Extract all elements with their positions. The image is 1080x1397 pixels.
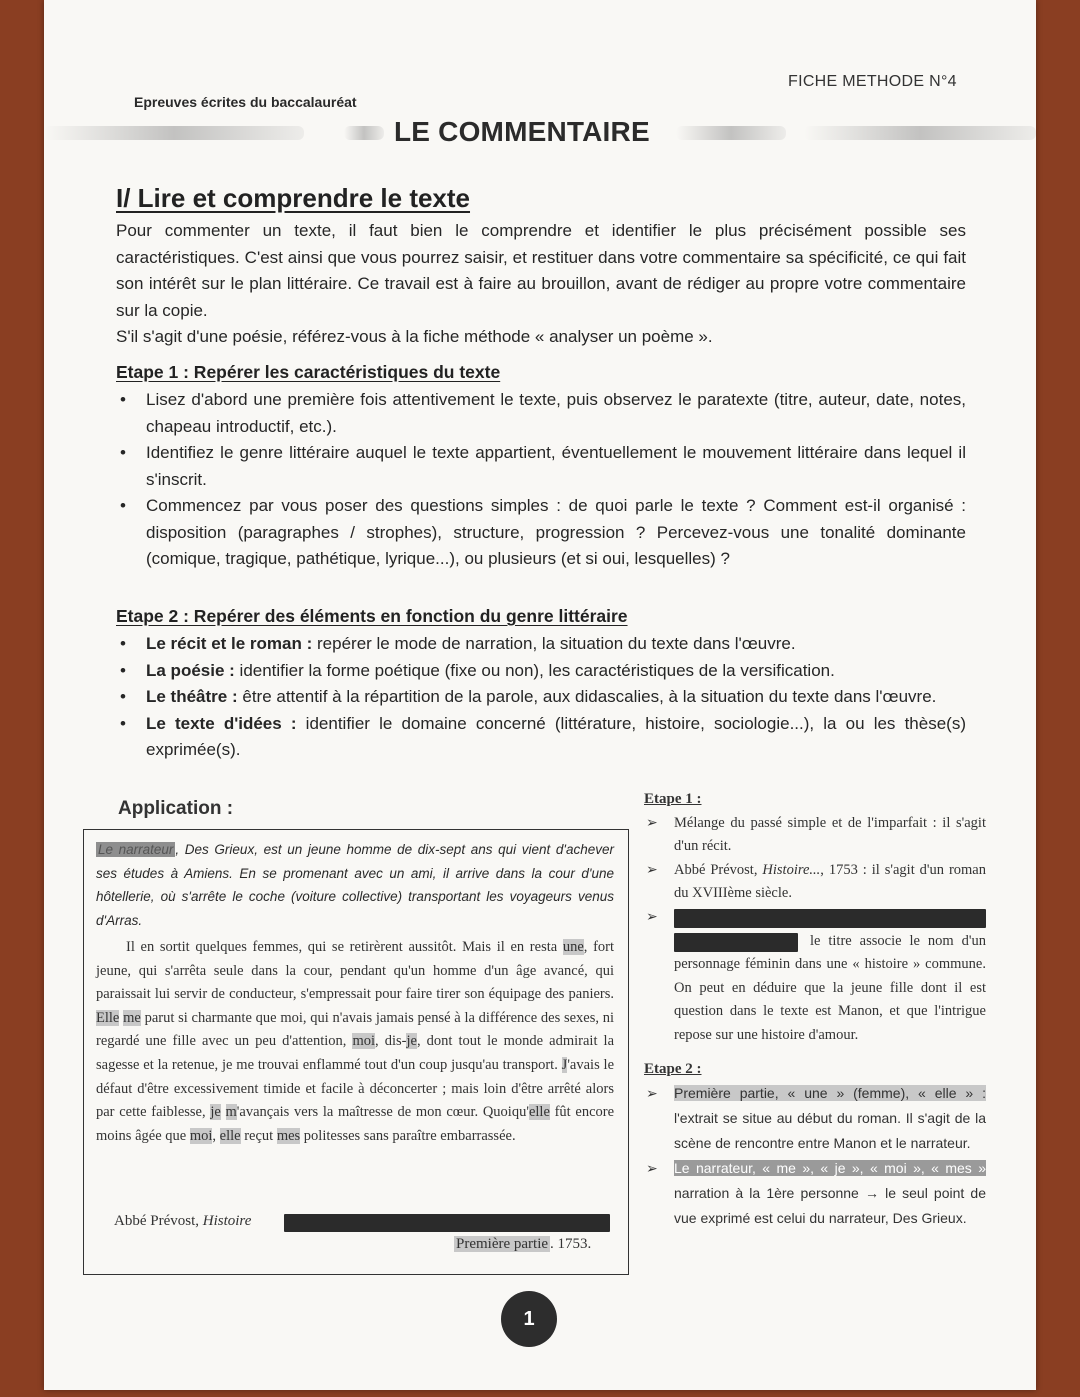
document-page <box>44 0 1036 1390</box>
exam-label: Epreuves écrites du baccalauréat <box>134 94 357 110</box>
title-row <box>44 112 1036 152</box>
excerpt-intro: Le narrateur , Des Grieux, est un jeune homme de dix-sept ans qui vient d'achever ses études à Amiens. En se promenant avec un ami, il arrive dans la cour d'une hôtellerie, où s'arrête le coche (voiture collective) transportant les voyageurs venus d'Arras. <box>96 842 614 928</box>
list-item: • Commencez par vous poser des questions simples : de quoi parle le texte ? Comment est-il organisé : disposition (paragraphes / strophes), structure, progression ? Percevez-vous une tonalité dominante (comique, tragique, pathétique, lyrique...), ou plusieurs (et si oui, lesquelles) ? <box>120 496 966 568</box>
sheet-label: FICHE METHODE N°4 <box>788 73 957 90</box>
etape2-title: Etape 2 : Repérer des éléments en fonction du genre littéraire <box>116 606 628 626</box>
list-item: • Le récit et le roman : repérer le mode de narration, la situation du texte dans l'œuvre. <box>120 634 796 653</box>
list-item: • Identifiez le genre littéraire auquel le texte appartient, éventuellement le mouvement littéraire dans lequel il s'inscrit. <box>120 443 966 489</box>
excerpt-text: Il en sortit quelques femmes, qui se retirèrent aussitôt. Mais il en resta une, fort jeune, qui s'arrêta seule dans la cour, pendant qu'un homme d'un âge avancé, qui paraissait lui servir de conducteur, s'empressait pour faire tirer son équipage des paniers. Elle me parut si charmante que moi, qui n'avais jamais pensé à la différence des sexes, ni regardé une fille avec un peu d'attention, moi, dis-je, dont tout le monde admirait la sagesse et la retenue, je me trouvai enflammé tout d'un coup jusqu'au transport. J'avais le défaut d'être excessivement timide et facile à déconcerter ; mais loin d'être arrêté alors par cette faiblesse, je m'avançais vers la maîtresse de mon cœur. Quoiqu'elle fût encore moins âgée que moi, elle reçut mes politesses sans paraître embarrassée. <box>96 939 615 1144</box>
intro-paragraph: Pour commenter un texte, il faut bien le comprendre et identifier le plus précisément possible ses caractéristiques. C'est ainsi que vous pourrez saisir, et restituer dans votre commentaire sa spécificité, ce qui fait son intérêt sur le plan littéraire. Ce travail est à faire au brouillon, avant de rédiger au propre votre commentaire sur la copie. <box>116 221 966 320</box>
faded-text-left <box>44 126 304 140</box>
faded-text-right <box>676 126 786 140</box>
arrow-icon: ➢ <box>646 1085 658 1102</box>
excerpt-source: Abbé Prévost, Histoire <box>114 1213 252 1229</box>
section-title: I/ Lire et comprendre le texte <box>116 183 471 213</box>
analysis-column <box>644 788 986 1231</box>
list-item: • Lisez d'abord une première fois attentivement le texte, puis observez le paratexte (titre, auteur, date, notes, chapeau introductif, etc.). <box>120 390 966 436</box>
arrow-icon: ➢ <box>646 1160 658 1177</box>
faded-text-mark <box>344 126 384 140</box>
etape2-label: Etape 2 : <box>644 1060 702 1077</box>
arrow-icon: ➢ <box>646 815 658 831</box>
list-item: • La poésie : identifier la forme poétique (fixe ou non), les caractéristiques de la versification. <box>120 660 835 680</box>
list-item: • Le texte d'idées : identifier le domaine concerné (littérature, histoire, sociologie...), la ou les thèse(s) exprimée(s). <box>120 713 966 759</box>
main-title: LE COMMENTAIRE <box>394 116 650 147</box>
list-item: • Le théâtre : être attentif à la répartition de la parole, aux didascalies, à la situation du texte dans l'œuvre. <box>120 687 937 706</box>
redaction-bar <box>674 909 986 928</box>
page-number: 1 <box>501 1291 557 1347</box>
etape1-title: Etape 1 : Repérer les caractéristiques du texte <box>116 362 501 382</box>
list-item: ➢ Le narrateur, « me », « je », « moi », « mes » narration à la 1ère personne → le seul point de vue exprimé est celui du narrateur, Des Grieux. <box>644 1156 986 1231</box>
arrow-icon: ➢ <box>646 862 658 878</box>
excerpt-box <box>83 829 629 1275</box>
list-item: ➢ Mélange du passé simple et de l'imparfait : il s'agit d'un récit. <box>644 812 986 859</box>
etape1-list <box>116 387 966 573</box>
list-item: ➢ Première partie, « une » (femme), « elle » : l'extrait se situe au début du roman. Il s'agit de la scène de rencontre entre Manon et le narrateur. <box>644 1081 986 1156</box>
redaction-bar <box>284 1214 610 1232</box>
etape1-label: Etape 1 : <box>644 791 702 807</box>
arrow-icon: ➢ <box>646 909 658 925</box>
etape2-list <box>116 631 966 764</box>
highlight: Le narrateur <box>98 842 174 857</box>
faded-text-far-right <box>804 126 1036 140</box>
list-item: ➢ Abbé Prévost, Histoire..., 1753 : il s'agit d'un roman du XVIIIème siècle. <box>644 859 986 906</box>
redaction-bar <box>674 933 798 952</box>
application-title: Application : <box>118 798 234 819</box>
list-item: ➢ le titre associe le nom d'un personnage féminin dans une « histoire » commune. On peut en déduire que la jeune fille dont il est question dans le texte est Manon, et que l'intrigue repose sur une histoire d'amour. <box>644 906 986 1048</box>
poetry-note: S'il s'agit d'une poésie, référez-vous à la fiche méthode « analyser un poème ». <box>116 327 713 346</box>
excerpt-part: Première partie . 1753. <box>456 1236 592 1252</box>
